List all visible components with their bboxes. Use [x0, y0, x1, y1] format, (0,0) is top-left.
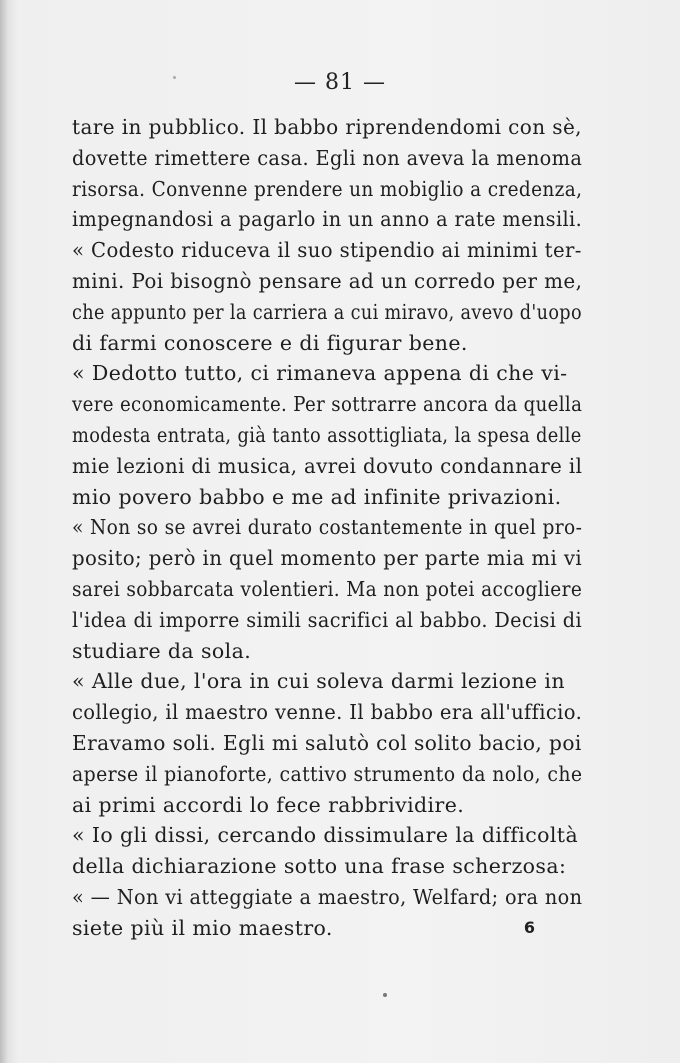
text-line: di farmi conoscere e di figurar bene.: [72, 330, 468, 355]
text-line: mini. Poi bisognò pensare ad un corredo per me,: [72, 268, 583, 293]
text-line: mie lezioni di musica, avrei dovuto condannare il: [72, 453, 583, 478]
text-line: mio povero babbo e me ad infinite privazioni.: [72, 484, 562, 509]
text-line: « Codesto riduceva il suo stipendio ai minimi ter-: [72, 238, 582, 263]
text-line: tare in pubblico. Il babbo riprendendomi con sè,: [72, 115, 582, 139]
text-line: sarei sobbarcata volentieri. Ma non potei accogliere: [72, 576, 583, 601]
text-line: posito; però in quel momento per parte mia mi vi: [72, 546, 583, 571]
text-line: della dichiarazione sotto una frase scherzosa:: [72, 854, 567, 879]
paper-speck: [383, 993, 387, 997]
text-line: vere economicamente. Per sottrarre ancora da quella: [72, 392, 583, 417]
text-line: « — Non vi atteggiate a maestro, Welfard; ora non: [72, 884, 583, 909]
text-line: « Dedotto tutto, ci rimaneva appena di che vi-: [72, 361, 568, 386]
text-line: ai primi accordi lo fece rabbrividire.: [72, 792, 465, 817]
text-line: aperse il pianoforte, cattivo strumento da nolo, che: [72, 761, 583, 786]
text-line: l'idea di imporre simili sacrifici al babbo. Decisi di: [72, 607, 582, 632]
text-line: siete più il mio maestro.: [72, 915, 333, 940]
text-line: « Non so se avrei durato costantemente in quel pro-: [72, 515, 583, 540]
text-line: collegio, il maestro venne. Il babbo era all'ufficio.: [72, 700, 583, 725]
text-line: impegnandosi a pagarlo in un anno a rate mensili.: [72, 207, 583, 232]
text-line: modesta entrata, già tanto assottigliata, la spesa delle: [72, 422, 582, 447]
text-line: « Io gli dissi, cercando dissimulare la difficoltà: [72, 823, 579, 848]
page-binding-edge: [0, 0, 8, 1063]
text-line: risorsa. Convenne prendere un mobiglio a credenza,: [72, 176, 583, 201]
page-number-header: — 81 —: [294, 70, 386, 95]
text-line: Eravamo soli. Egli mi salutò col solito bacio, poi: [72, 730, 582, 755]
signature-mark: 6: [523, 918, 535, 937]
text-line: dovette rimettere casa. Egli non aveva la menoma: [72, 145, 583, 170]
text-line: studiare da sola.: [72, 638, 252, 663]
paper-speck: [173, 76, 176, 79]
body-text: [72, 112, 582, 944]
text-line: che appunto per la carriera a cui miravo, avevo d'uopo: [72, 299, 582, 324]
text-line: « Alle due, l'ora in cui soleva darmi lezione in: [72, 669, 565, 694]
